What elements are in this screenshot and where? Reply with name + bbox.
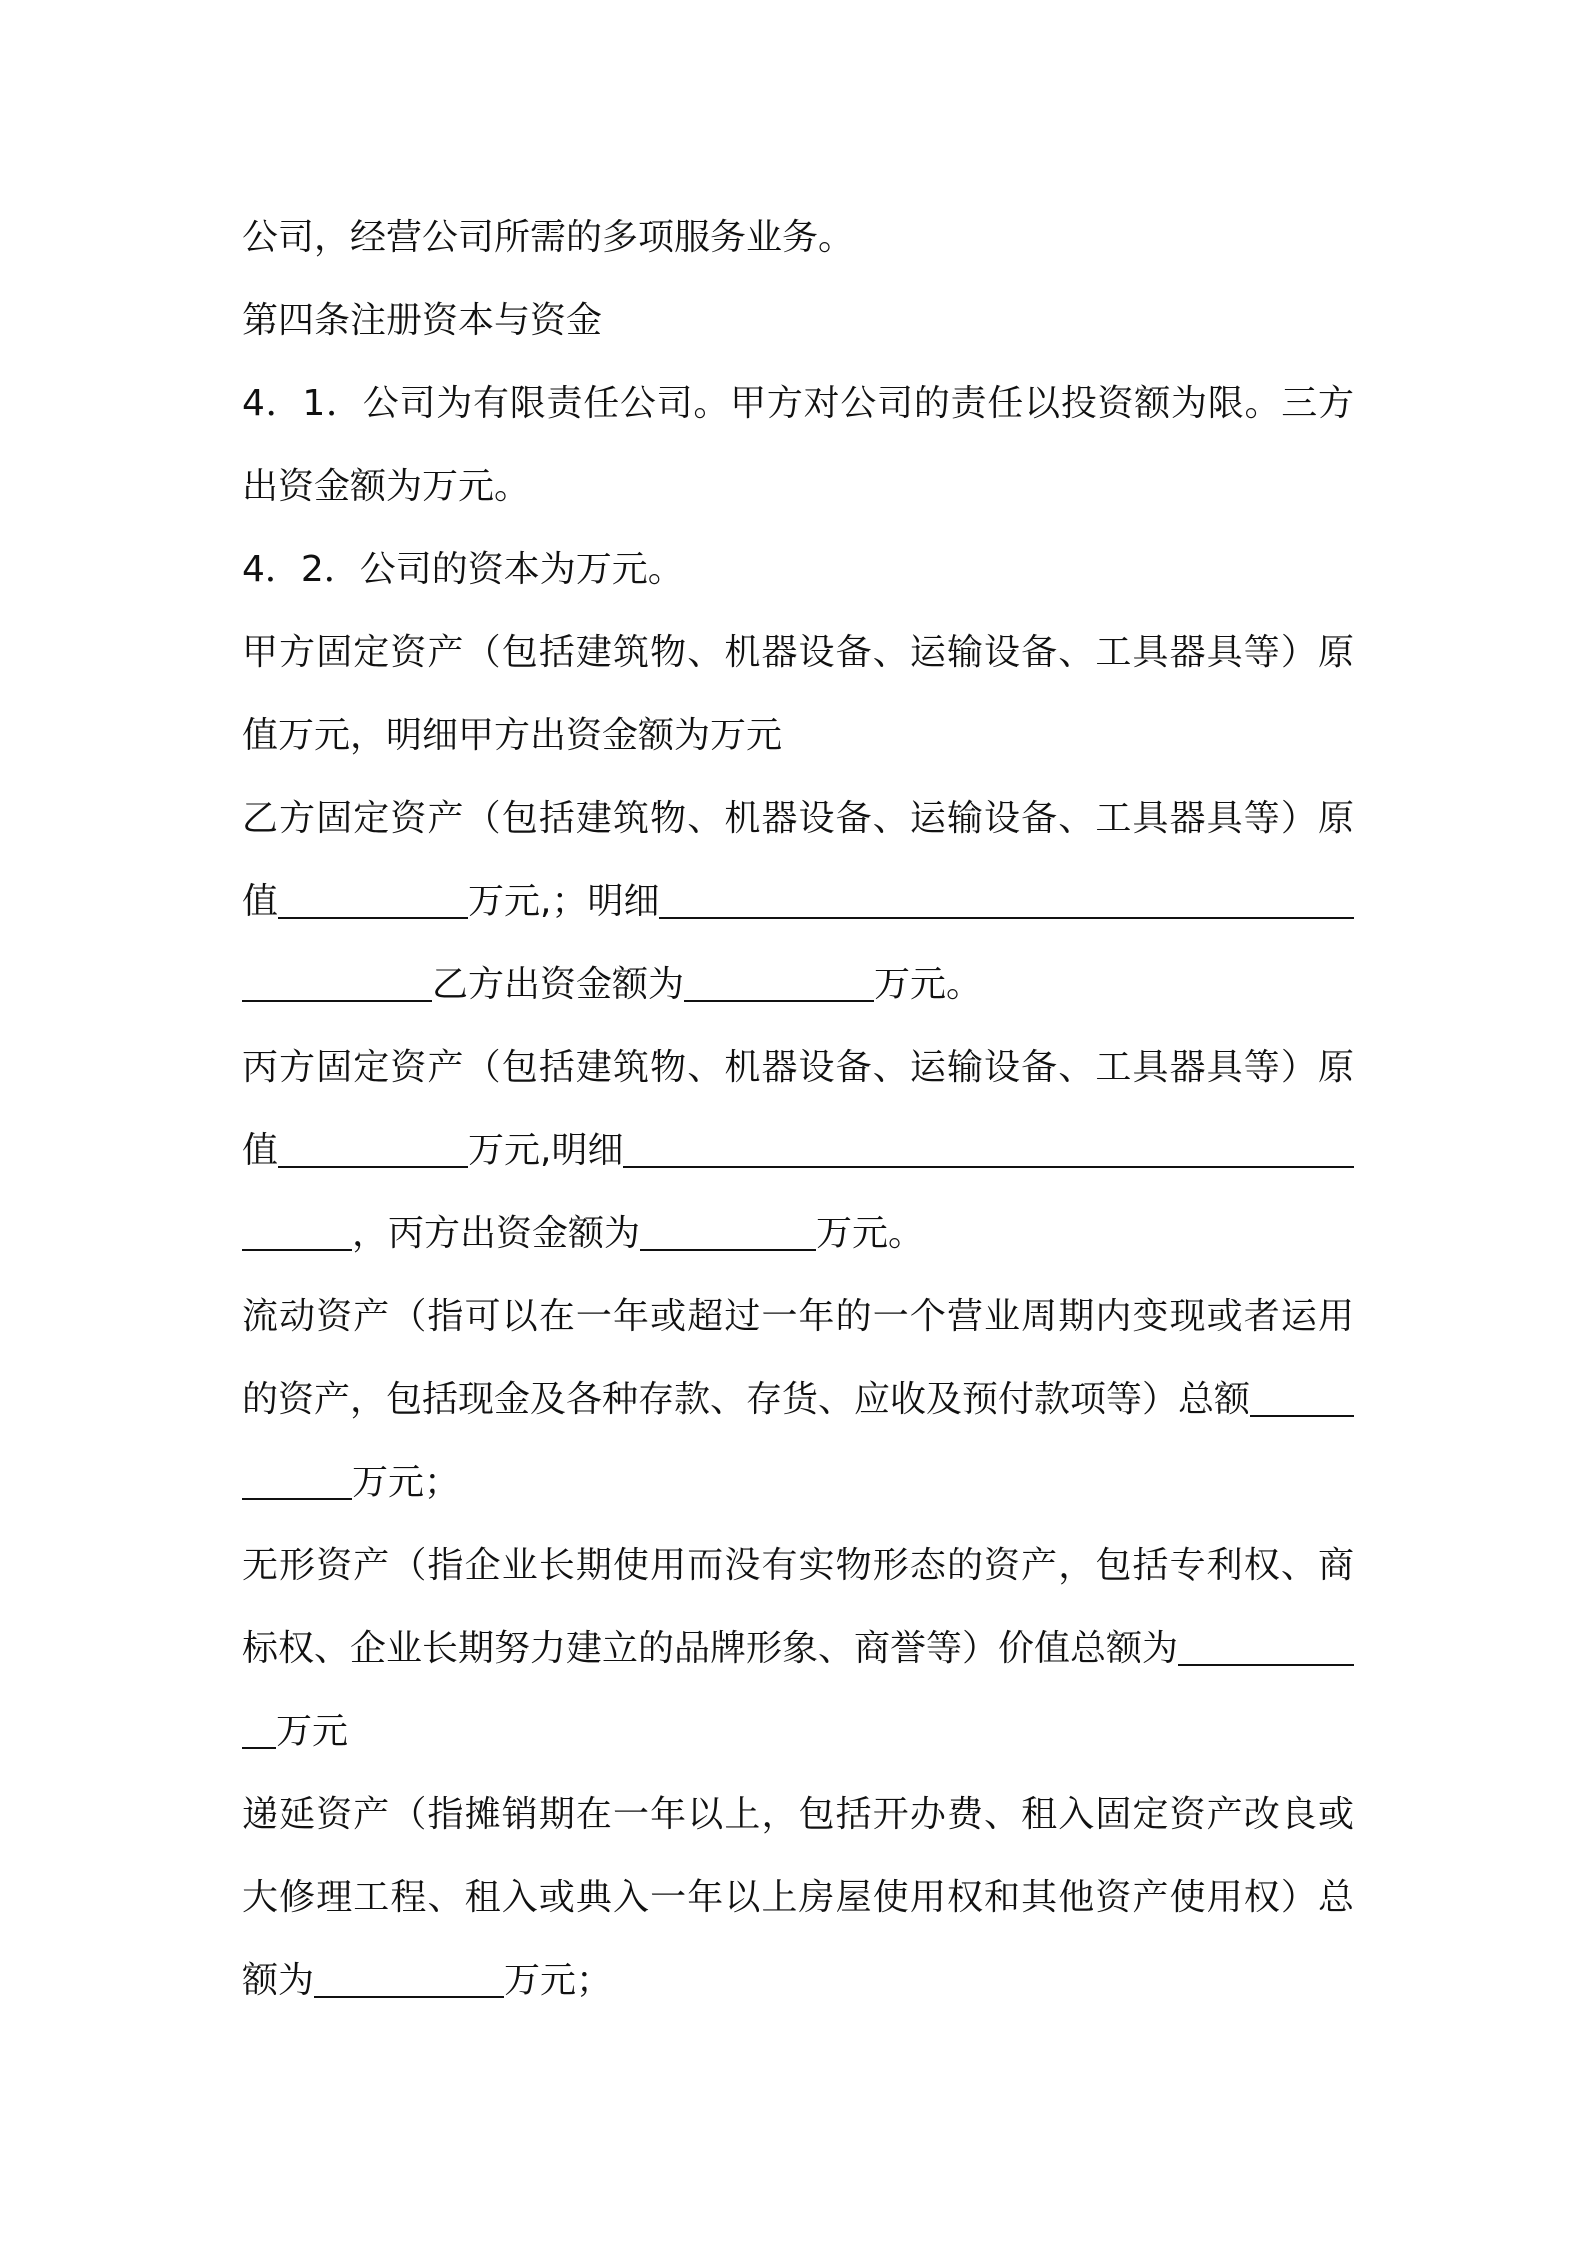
text-line [242, 1939, 1354, 2022]
paragraph-text: 万元。 [874, 964, 983, 1005]
text-line [242, 1856, 1354, 1939]
paragraph-text: 无形资产（指企业长期使用而没有实物形态的资产，包括专利权、商 [242, 1545, 1354, 1586]
text-line [242, 1192, 1354, 1275]
blank-field [1178, 1624, 1354, 1666]
text-line [242, 1773, 1354, 1856]
paragraph-text: 丙方固定资产（包括建筑物、机器设备、运输设备、工具器具等）原 [242, 1047, 1354, 1088]
article-heading: 第四条注册资本与资金 [242, 300, 603, 341]
text-line [242, 196, 1354, 279]
blank-field [278, 877, 468, 919]
text-line [242, 1358, 1354, 1441]
paragraph-text: 值万元，明细甲方出资金额为万元 [242, 715, 783, 756]
paragraph-text: 万元 [276, 1711, 349, 1752]
paragraph-text: ，丙方出资金额为 [352, 1213, 641, 1254]
paragraph-text: 万元,；明细 [468, 881, 660, 922]
paragraph-text: 万元； [352, 1462, 461, 1503]
paragraph-text: 乙方固定资产（包括建筑物、机器设备、运输设备、工具器具等）原 [242, 798, 1354, 839]
paragraph-text: 公司，经营公司所需的多项服务业务。 [242, 217, 855, 258]
text-line [242, 1026, 1354, 1109]
text-line [242, 1275, 1354, 1358]
document-body [242, 196, 1354, 2022]
text-line [242, 1607, 1354, 1690]
blank-field [278, 1126, 468, 1168]
blank-field [314, 1956, 504, 1998]
text-line [242, 1109, 1354, 1192]
paragraph-text: 4．1．公司为有限责任公司。甲方对公司的责任以投资额为限。三方 [242, 383, 1354, 424]
paragraph-text: 值 [242, 881, 279, 922]
paragraph-text: 递延资产（指摊销期在一年以上，包括开办费、租入固定资产改良或 [242, 1794, 1354, 1835]
blank-field [242, 960, 432, 1002]
blank-field [623, 1126, 1354, 1168]
paragraph-text: 出资金额为万元。 [242, 466, 531, 507]
text-line [242, 279, 1354, 362]
text-line [242, 860, 1354, 943]
paragraph-text: 甲方固定资产（包括建筑物、机器设备、运输设备、工具器具等）原 [242, 632, 1354, 673]
text-line [242, 611, 1354, 694]
paragraph-text: 标权、企业长期努力建立的品牌形象、商誉等）价值总额为 [242, 1628, 1179, 1669]
blank-field [242, 1209, 352, 1251]
text-line [242, 362, 1354, 445]
blank-field [684, 960, 874, 1002]
paragraph-text: 值 [242, 1130, 279, 1171]
blank-field [242, 1707, 276, 1749]
paragraph-text: 万元； [504, 1960, 613, 2001]
text-line [242, 694, 1354, 777]
blank-field [1250, 1375, 1354, 1417]
text-line [242, 445, 1354, 528]
blank-field [659, 877, 1354, 919]
text-line [242, 1441, 1354, 1524]
paragraph-text: 万元,明细 [468, 1130, 624, 1171]
paragraph-text: 额为 [242, 1960, 315, 2001]
text-line [242, 528, 1354, 611]
text-line [242, 777, 1354, 860]
text-line [242, 1524, 1354, 1607]
text-line [242, 943, 1354, 1026]
paragraph-text: 流动资产（指可以在一年或超过一年的一个营业周期内变现或者运用 [242, 1296, 1354, 1337]
paragraph-text: 4．2．公司的资本为万元。 [242, 549, 684, 590]
blank-field [640, 1209, 816, 1251]
paragraph-text: 乙方出资金额为 [432, 964, 685, 1005]
blank-field [242, 1458, 352, 1500]
paragraph-text: 万元。 [816, 1213, 925, 1254]
paragraph-text: 的资产，包括现金及各种存款、存货、应收及预付款项等）总额 [242, 1379, 1251, 1420]
paragraph-text: 大修理工程、租入或典入一年以上房屋使用权和其他资产使用权）总 [242, 1877, 1354, 1918]
text-line [242, 1690, 1354, 1773]
